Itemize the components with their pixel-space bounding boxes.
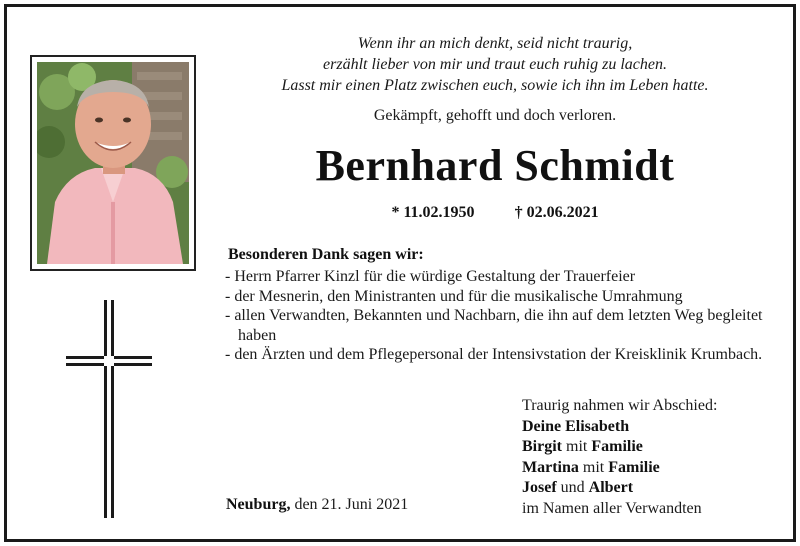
poem-line-2: erzählt lieber von mir und traut euch ruhig zu lachen. <box>323 56 667 73</box>
death-date: † 02.06.2021 <box>514 204 599 221</box>
mourner-line-4 <box>522 478 717 499</box>
thanks-item: - der Mesnerin, den Ministranten und für die musikalische Umrahmung <box>225 287 683 305</box>
thanks-item: - allen Verwandten, Bekannten und Nachbarn, die ihn auf dem letzten Weg begleitet haben <box>225 307 763 344</box>
mourners-closing: im Namen aller Verwandten <box>522 499 702 517</box>
portrait-photo-icon <box>37 62 189 264</box>
cross-icon <box>66 300 152 518</box>
thanks-item: - Herrn Pfarrer Kinzl für die würdige Gestaltung der Trauerfeier <box>225 268 636 285</box>
mourner-name: Deine Elisabeth <box>522 417 630 435</box>
poem-line-1: Wenn ihr an mich denkt, seid nicht traurig, <box>357 35 633 52</box>
place-date-text: den 21. Juni 2021 <box>290 496 409 513</box>
birth-date: * 11.02.1950 <box>391 204 475 221</box>
mourner-family: Familie <box>608 458 660 476</box>
mourner-family: Familie <box>591 438 643 455</box>
portrait-frame <box>30 55 196 271</box>
mourner-name: Martina <box>522 458 579 476</box>
mourners-block <box>522 396 717 519</box>
thanks-list <box>225 267 770 365</box>
mourner-line-3 <box>522 458 717 479</box>
poem-line-3: Lasst mir einen Platz zwischen euch, sowie ich ihn im Leben hatte. <box>281 77 709 94</box>
thanks-heading: Besonderen Dank sagen wir: <box>228 246 424 263</box>
mourner-name: Albert <box>588 479 634 496</box>
mourner-name: Birgit <box>522 438 562 455</box>
deceased-name: Bernhard Schmidt <box>315 141 675 190</box>
place-date <box>226 496 408 514</box>
motto: Gekämpft, gehofft und doch verloren. <box>373 107 617 124</box>
place-city: Neuburg, <box>226 496 291 513</box>
thanks-item: - den Ärzten und dem Pflegepersonal der Intensivstation der Kreisklinik Krumbach. <box>225 346 763 363</box>
life-dates <box>225 204 765 222</box>
mourners-intro: Traurig nahmen wir Abschied: <box>522 397 718 414</box>
mourner-conj: mit <box>578 458 609 476</box>
mourner-name: Josef <box>522 479 557 496</box>
mourner-line-1 <box>522 417 717 438</box>
poem <box>225 33 765 96</box>
mourner-line-2 <box>522 437 717 458</box>
mourner-conj: und <box>556 479 589 496</box>
mourner-conj: mit <box>562 438 592 455</box>
